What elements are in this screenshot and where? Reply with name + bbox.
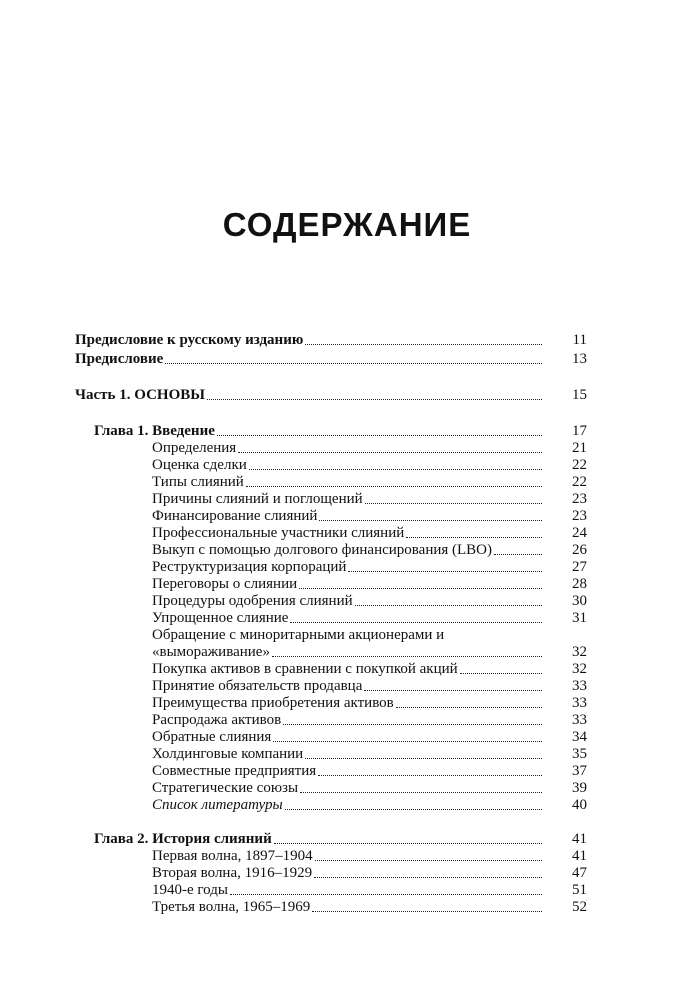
leader-dots <box>319 520 542 521</box>
toc-page-number: 37 <box>572 763 587 779</box>
toc-label: Список литературы <box>152 797 283 813</box>
toc-label: Обращение с миноритарными акционерами и <box>152 627 445 643</box>
leader-dots <box>305 344 542 345</box>
leader-dots <box>300 792 542 793</box>
leader-dots <box>460 673 542 674</box>
toc-page-number: 23 <box>572 508 587 524</box>
toc-label: Глава 1. Введение <box>94 423 215 439</box>
leader-dots <box>314 877 542 878</box>
toc-label: Типы слияний <box>152 474 244 490</box>
toc-page-number: 28 <box>572 576 587 592</box>
toc-label: Предисловие <box>75 351 164 367</box>
leader-dots <box>494 554 542 555</box>
toc-page-number: 17 <box>572 423 587 439</box>
toc-page-number: 22 <box>572 457 587 473</box>
toc-page-number: 15 <box>572 387 587 403</box>
leader-dots <box>299 588 542 589</box>
leader-dots <box>406 537 542 538</box>
toc-label: Профессиональные участники слияний <box>152 525 405 541</box>
toc-label: Третья волна, 1965–1969 <box>152 899 311 915</box>
toc-label: Принятие обязательств продавца <box>152 678 363 694</box>
toc-label: Предисловие к русскому изданию <box>75 332 304 348</box>
toc-page-number: 39 <box>572 780 587 796</box>
toc-label: Глава 2. История слияний <box>94 831 272 847</box>
toc-page-number: 40 <box>572 797 587 813</box>
page-title: СОДЕРЖАНИЕ <box>222 206 472 243</box>
toc-page-number: 11 <box>572 332 587 348</box>
toc-label: Финансирование слияний <box>152 508 318 524</box>
toc-label: Процедуры одобрения слияний <box>152 593 353 609</box>
leader-dots <box>355 605 542 606</box>
toc-page-number: 22 <box>572 474 587 490</box>
toc-page-number: 31 <box>572 610 587 626</box>
toc-label: Совместные предприятия <box>152 763 317 779</box>
leader-dots <box>285 809 542 810</box>
toc-label: Холдинговые компании <box>152 746 304 762</box>
toc-label: Вторая волна, 1916–1929 <box>152 865 313 881</box>
leader-dots <box>217 435 542 436</box>
toc-page-number: 33 <box>572 678 587 694</box>
leader-dots <box>272 656 542 657</box>
toc-page-number: 35 <box>572 746 587 762</box>
toc-label: Определения <box>152 440 237 456</box>
leader-dots <box>249 469 542 470</box>
leader-dots <box>348 571 542 572</box>
toc-page-number: 32 <box>572 644 587 660</box>
toc-label: Оценка сделки <box>152 457 247 473</box>
toc-page-number: 41 <box>572 848 587 864</box>
leader-dots <box>305 758 542 759</box>
toc-page-number: 47 <box>572 865 587 881</box>
toc-page-number: 26 <box>572 542 587 558</box>
toc-label: Покупка активов в сравнении с покупкой акций <box>152 661 458 677</box>
leader-dots <box>273 741 542 742</box>
toc-label: Распродажа активов <box>152 712 282 728</box>
leader-dots <box>364 690 542 691</box>
leader-dots <box>246 486 542 487</box>
toc-label: Причины слияний и поглощений <box>152 491 363 507</box>
leader-dots <box>312 911 542 912</box>
leader-dots <box>230 894 542 895</box>
toc-page-number: 21 <box>572 440 587 456</box>
toc-label: Реструктуризация корпораций <box>152 559 347 575</box>
toc-label: Преимущества приобретения активов <box>152 695 394 711</box>
leader-dots <box>283 724 542 725</box>
leader-dots <box>165 363 542 364</box>
toc-label: Обратные слияния <box>152 729 272 745</box>
toc-label: «вымораживание» <box>152 644 270 660</box>
toc-page-number: 41 <box>572 831 587 847</box>
toc-label: Переговоры о слиянии <box>152 576 298 592</box>
toc-label: Выкуп с помощью долгового финансирования (LBO) <box>152 542 493 558</box>
toc-label: Часть 1. ОСНОВЫ <box>75 387 205 403</box>
leader-dots <box>274 843 542 844</box>
toc-page-number: 23 <box>572 491 587 507</box>
toc-page-number: 13 <box>572 351 587 367</box>
toc-label: Стратегические союзы <box>152 780 299 796</box>
leader-dots <box>318 775 542 776</box>
toc-page-number: 24 <box>572 525 587 541</box>
toc-page-number: 34 <box>572 729 587 745</box>
toc-label: Первая волна, 1897–1904 <box>152 848 313 864</box>
toc-page-number: 30 <box>572 593 587 609</box>
leader-dots <box>315 860 542 861</box>
leader-dots <box>290 622 542 623</box>
toc-page-number: 33 <box>572 695 587 711</box>
toc-label: Упрощенное слияние <box>152 610 289 626</box>
leader-dots <box>207 399 542 400</box>
leader-dots <box>365 503 542 504</box>
toc-page-number: 51 <box>572 882 587 898</box>
toc-page-number: 52 <box>572 899 587 915</box>
toc-page-number: 27 <box>572 559 587 575</box>
toc-page-number: 33 <box>572 712 587 728</box>
toc-label: 1940-е годы <box>152 882 228 898</box>
toc-page-number: 32 <box>572 661 587 677</box>
leader-dots <box>238 452 542 453</box>
leader-dots <box>396 707 542 708</box>
